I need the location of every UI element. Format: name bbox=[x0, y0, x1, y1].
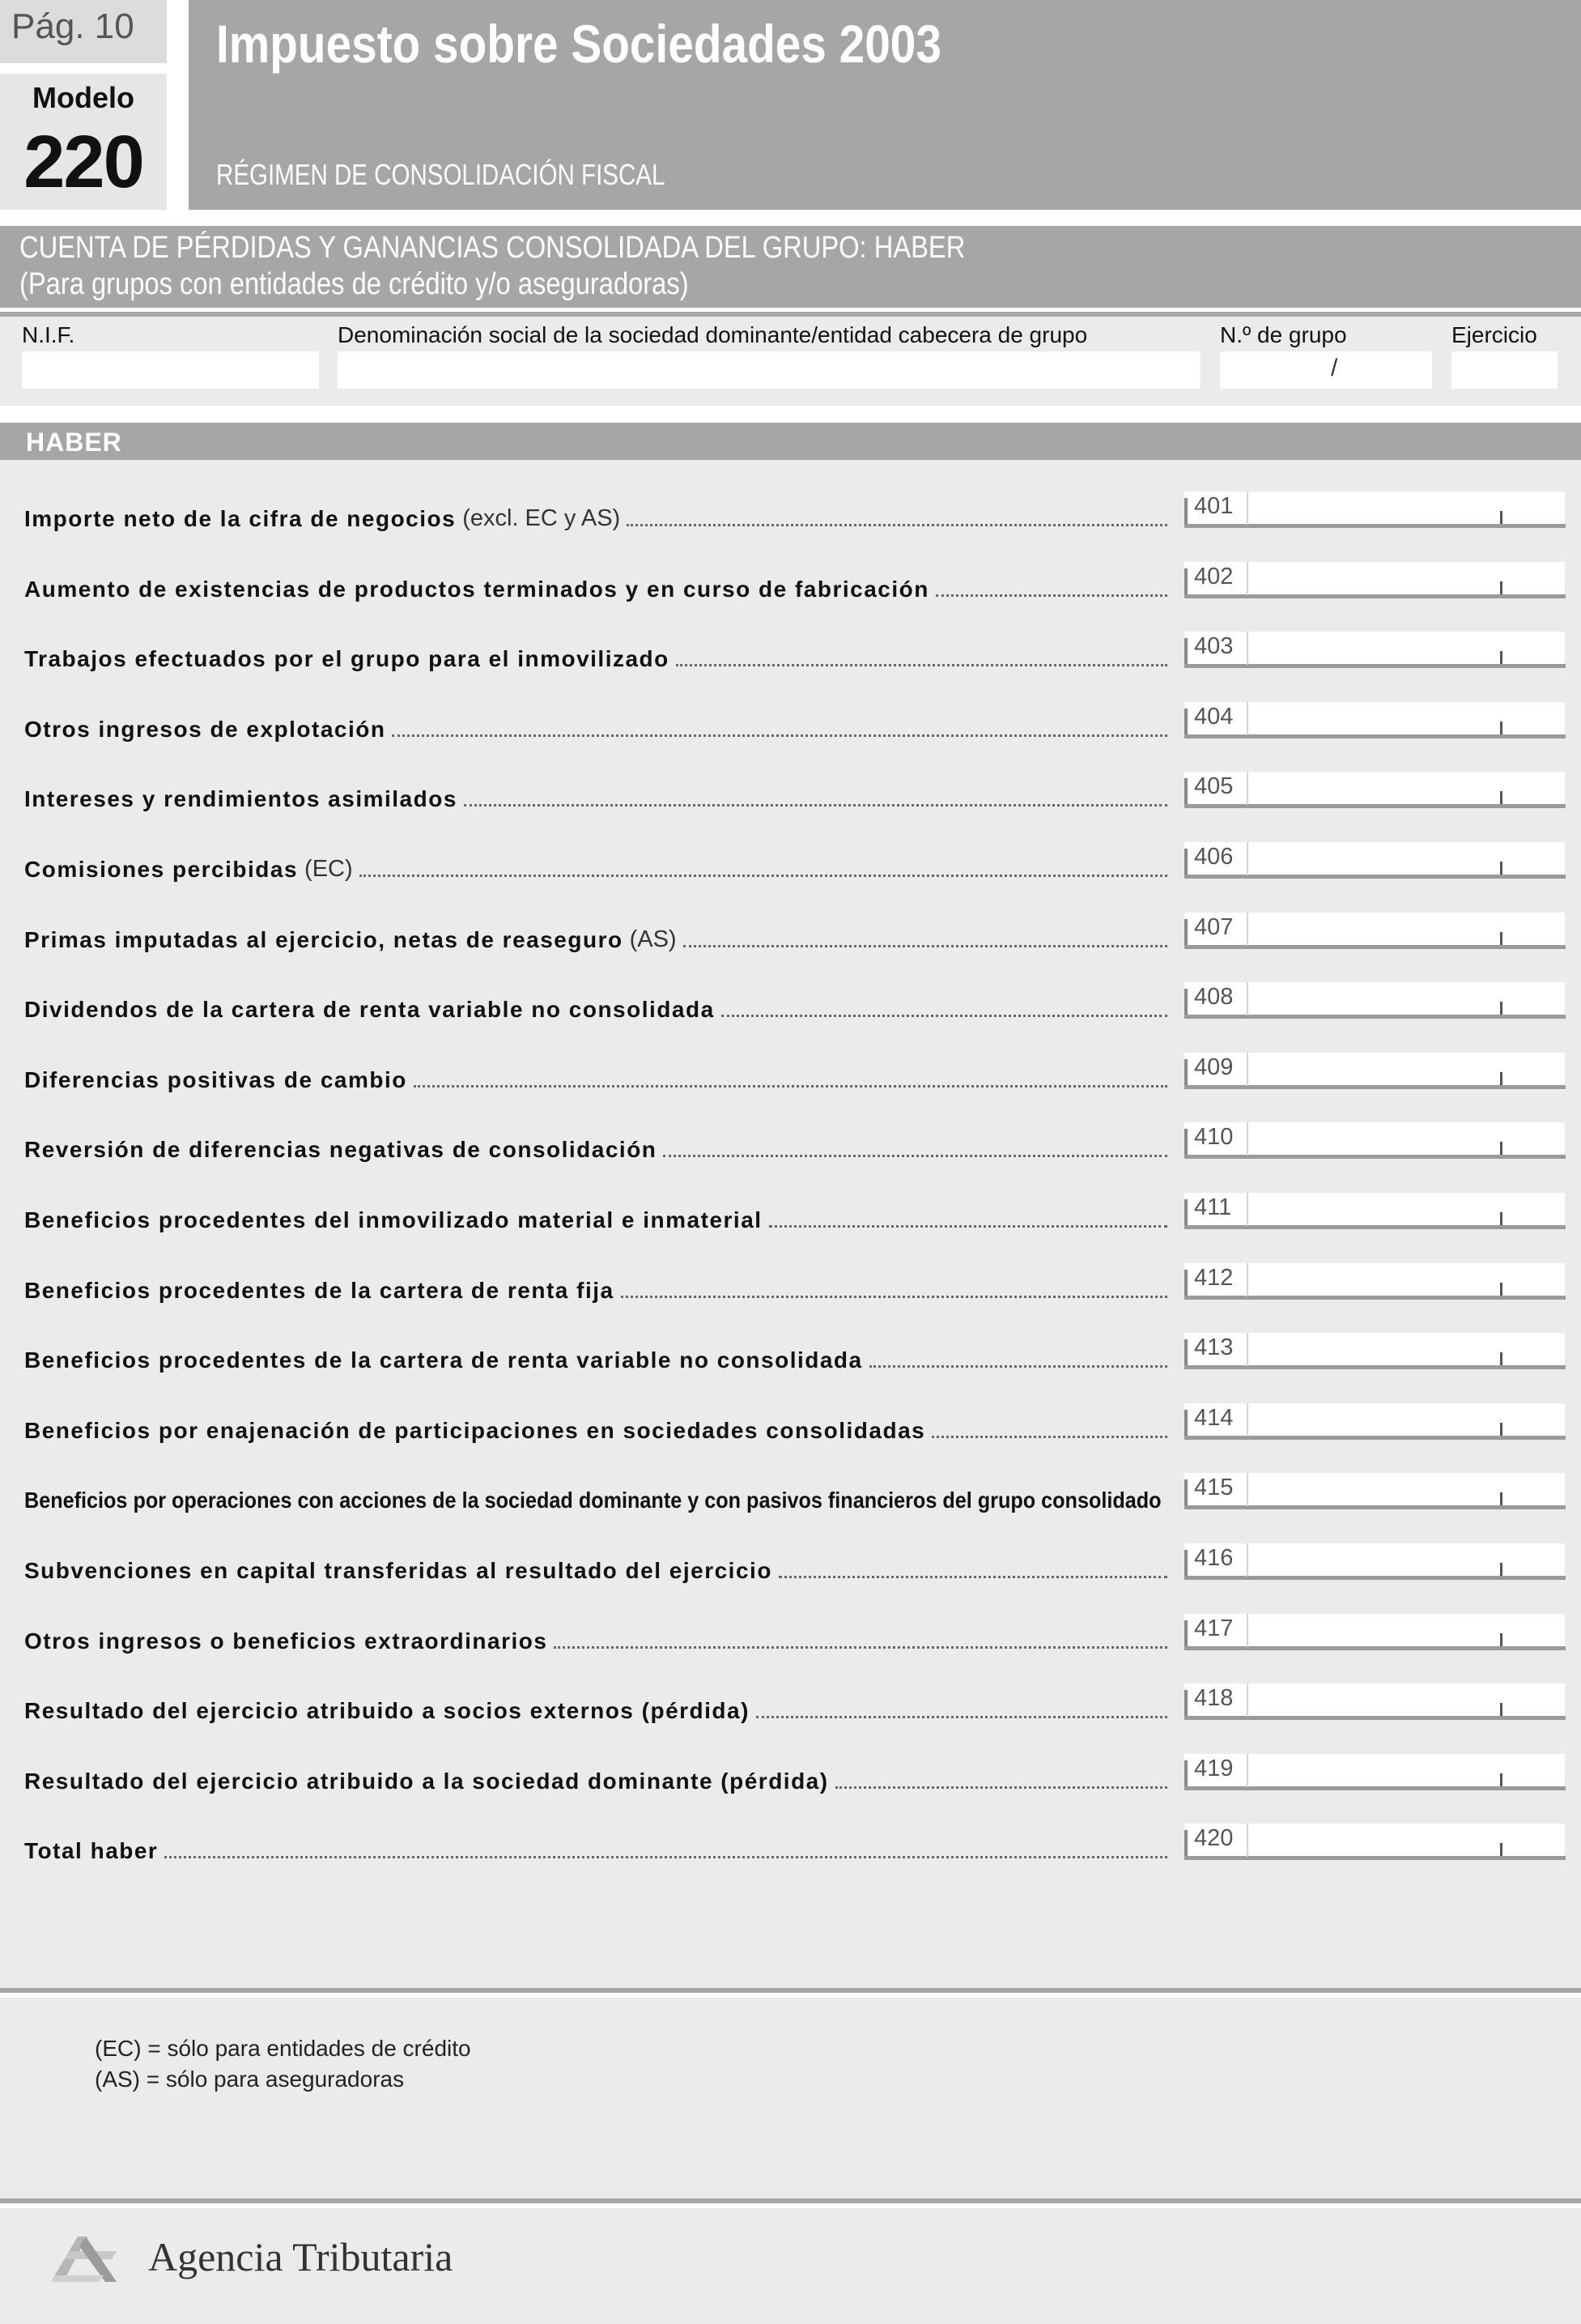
row-label-container bbox=[24, 492, 1167, 532]
row-label: Beneficios procedentes de la cartera de renta variable no consolidada bbox=[24, 1347, 863, 1373]
row-label-container bbox=[24, 1543, 1167, 1584]
row-label-container bbox=[24, 1333, 1167, 1373]
haber-row-412 bbox=[0, 1263, 1581, 1333]
field-left-border bbox=[1184, 1410, 1188, 1437]
amount-field[interactable] bbox=[1184, 982, 1565, 1017]
field-left-border bbox=[1184, 919, 1188, 947]
agencia-tributaria-logo bbox=[47, 2227, 120, 2292]
field-bottom-border bbox=[1184, 594, 1566, 598]
grupo-label: N.º de grupo bbox=[1220, 322, 1347, 347]
dot-leader bbox=[769, 1225, 1167, 1228]
box-code: 420 bbox=[1194, 1825, 1234, 1851]
haber-band bbox=[0, 423, 1581, 460]
box-code: 408 bbox=[1194, 984, 1234, 1010]
decimal-tick bbox=[1500, 651, 1502, 664]
amount-field[interactable] bbox=[1184, 1473, 1565, 1508]
haber-row-401 bbox=[0, 492, 1581, 561]
grupo-field[interactable] bbox=[1220, 351, 1432, 389]
row-label-container bbox=[24, 632, 1167, 672]
row-note: (excl. EC y AS) bbox=[462, 505, 621, 531]
field-left-border bbox=[1184, 1620, 1188, 1648]
dot-leader bbox=[359, 875, 1167, 877]
dot-leader bbox=[554, 1646, 1167, 1649]
field-left-border bbox=[1184, 1129, 1188, 1156]
amount-field[interactable] bbox=[1184, 1193, 1565, 1228]
box-code: 405 bbox=[1194, 773, 1234, 799]
dot-leader bbox=[936, 594, 1167, 597]
haber-row-411 bbox=[0, 1193, 1581, 1262]
field-separator bbox=[1247, 1122, 1248, 1156]
field-left-border bbox=[1184, 989, 1188, 1016]
form-subtitle: RÉGIMEN DE CONSOLIDACIÓN FISCAL bbox=[216, 158, 665, 191]
box-code: 411 bbox=[1194, 1194, 1232, 1220]
row-note: (AS) bbox=[629, 926, 677, 952]
field-bottom-border bbox=[1184, 1155, 1566, 1159]
amount-field[interactable] bbox=[1184, 1754, 1565, 1789]
haber-row-410 bbox=[0, 1122, 1581, 1192]
box-code: 403 bbox=[1194, 633, 1234, 659]
field-separator bbox=[1247, 492, 1248, 525]
haber-row-414 bbox=[0, 1403, 1581, 1473]
field-bottom-border bbox=[1184, 1856, 1566, 1860]
field-bottom-border bbox=[1184, 734, 1566, 738]
decimal-tick bbox=[1500, 581, 1502, 594]
box-code: 415 bbox=[1194, 1475, 1234, 1500]
field-bottom-border bbox=[1184, 1225, 1566, 1229]
row-label: Intereses y rendimientos asimilados bbox=[24, 786, 457, 811]
box-code: 409 bbox=[1194, 1054, 1234, 1080]
decimal-tick bbox=[1500, 932, 1502, 945]
row-label-container bbox=[24, 1053, 1167, 1093]
row-label-container bbox=[24, 913, 1167, 953]
row-label-container bbox=[24, 1754, 1167, 1794]
modelo-number: 220 bbox=[23, 121, 143, 203]
section-subtitle: (Para grupos con entidades de crédito y/o aseguradoras) bbox=[19, 267, 689, 301]
dot-leader bbox=[392, 734, 1167, 737]
decimal-tick bbox=[1500, 1843, 1502, 1856]
dot-leader bbox=[464, 804, 1167, 807]
haber-row-408 bbox=[0, 982, 1581, 1052]
dot-leader bbox=[721, 1015, 1167, 1017]
row-label: Resultado del ejercicio atribuido a la sociedad dominante (pérdida) bbox=[24, 1769, 829, 1794]
field-left-border bbox=[1184, 1199, 1188, 1227]
field-separator bbox=[1247, 772, 1248, 805]
haber-row-407 bbox=[0, 913, 1581, 982]
amount-field[interactable] bbox=[1184, 1614, 1565, 1649]
row-label-container bbox=[24, 772, 1167, 812]
ejercicio-field[interactable] bbox=[1451, 351, 1558, 389]
decimal-tick bbox=[1500, 1633, 1502, 1646]
decimal-tick bbox=[1500, 1492, 1502, 1505]
amount-field[interactable] bbox=[1184, 1053, 1565, 1088]
field-bottom-border bbox=[1184, 1786, 1566, 1790]
field-separator bbox=[1247, 562, 1248, 595]
page-number: Pág. 10 bbox=[11, 6, 134, 46]
field-left-border bbox=[1184, 849, 1188, 876]
dot-leader bbox=[869, 1365, 1167, 1368]
nif-label: N.I.F. bbox=[22, 322, 75, 347]
haber-row-418 bbox=[0, 1683, 1581, 1753]
decimal-tick bbox=[1500, 1703, 1502, 1716]
field-bottom-border bbox=[1184, 664, 1566, 668]
amount-field[interactable] bbox=[1184, 1403, 1565, 1438]
row-label-container bbox=[24, 982, 1167, 1023]
row-label: Primas imputadas al ejercicio, netas de reaseguro bbox=[24, 927, 623, 952]
field-separator bbox=[1247, 1053, 1248, 1086]
field-separator bbox=[1247, 1473, 1248, 1506]
box-code: 407 bbox=[1194, 914, 1234, 940]
field-bottom-border bbox=[1184, 524, 1566, 528]
haber-row-413 bbox=[0, 1333, 1581, 1402]
decimal-tick bbox=[1500, 1352, 1502, 1365]
amount-field[interactable] bbox=[1184, 1333, 1565, 1368]
amount-field[interactable] bbox=[1184, 562, 1565, 597]
field-left-border bbox=[1184, 1760, 1188, 1788]
field-left-border bbox=[1184, 1270, 1188, 1297]
haber-row-416 bbox=[0, 1543, 1581, 1613]
field-separator bbox=[1247, 702, 1248, 735]
dot-leader bbox=[414, 1085, 1167, 1088]
row-label: Diferencias positivas de cambio bbox=[24, 1067, 407, 1092]
row-label: Otros ingresos o beneficios extraordinarios bbox=[24, 1628, 548, 1654]
row-label-container bbox=[24, 1473, 1167, 1513]
row-label: Beneficios por enajenación de participaciones en sociedades consolidadas bbox=[24, 1418, 926, 1443]
row-label: Reversión de diferencias negativas de consolidación bbox=[24, 1137, 657, 1162]
row-label: Beneficios procedentes del inmovilizado material e inmaterial bbox=[24, 1207, 763, 1232]
haber-row-403 bbox=[0, 632, 1581, 701]
field-separator bbox=[1247, 982, 1248, 1015]
amount-field[interactable] bbox=[1184, 1263, 1565, 1298]
agency-name: Agencia Tributaria bbox=[148, 2234, 453, 2279]
decimal-tick bbox=[1500, 1002, 1502, 1015]
row-label-container bbox=[24, 1824, 1167, 1864]
amount-field[interactable] bbox=[1184, 913, 1565, 947]
amount-field[interactable] bbox=[1184, 702, 1565, 737]
haber-heading: HABER bbox=[26, 428, 122, 457]
row-label-container bbox=[24, 1122, 1167, 1163]
field-bottom-border bbox=[1184, 1716, 1566, 1720]
row-label: Comisiones percibidas bbox=[24, 857, 299, 882]
field-separator bbox=[1247, 1754, 1248, 1787]
dot-leader bbox=[835, 1786, 1167, 1789]
amount-field[interactable] bbox=[1184, 1683, 1565, 1718]
decimal-tick bbox=[1500, 1423, 1502, 1436]
row-label: Beneficios por operaciones con acciones de la sociedad dominante y con pasivos financieros del grupo consolidado bbox=[24, 1488, 1162, 1513]
amount-field[interactable] bbox=[1184, 492, 1565, 526]
notes-divider bbox=[0, 1988, 1581, 1993]
field-bottom-border bbox=[1184, 1436, 1566, 1440]
field-left-border bbox=[1184, 1479, 1188, 1507]
box-code: 412 bbox=[1194, 1265, 1234, 1291]
notes-area bbox=[0, 1998, 1581, 2198]
haber-row-406 bbox=[0, 842, 1581, 912]
denominacion-label: Denominación social de la sociedad dominante/entidad cabecera de grupo bbox=[338, 322, 1088, 347]
amount-field[interactable] bbox=[1184, 842, 1565, 877]
ejercicio-label: Ejercicio bbox=[1451, 322, 1537, 347]
box-code: 419 bbox=[1194, 1756, 1234, 1781]
dot-leader bbox=[627, 524, 1167, 526]
amount-field[interactable] bbox=[1184, 1824, 1565, 1858]
field-left-border bbox=[1184, 498, 1188, 526]
field-left-border bbox=[1184, 1059, 1188, 1087]
haber-row-419 bbox=[0, 1754, 1581, 1824]
field-separator bbox=[1247, 1614, 1248, 1647]
field-separator bbox=[1247, 1333, 1248, 1366]
haber-row-420 bbox=[0, 1824, 1581, 1893]
haber-row-404 bbox=[0, 702, 1581, 772]
row-label-container bbox=[24, 842, 1167, 883]
row-label: Dividendos de la cartera de renta variable no consolidada bbox=[24, 997, 715, 1022]
box-code: 416 bbox=[1194, 1545, 1234, 1571]
field-left-border bbox=[1184, 568, 1188, 596]
footer-divider bbox=[0, 2198, 1581, 2203]
box-code: 404 bbox=[1194, 704, 1234, 730]
field-bottom-border bbox=[1184, 1576, 1566, 1580]
haber-row-402 bbox=[0, 562, 1581, 632]
denominacion-field[interactable] bbox=[338, 351, 1201, 389]
field-separator bbox=[1247, 842, 1248, 875]
haber-row-417 bbox=[0, 1614, 1581, 1683]
note-ec: (EC) = sólo para entidades de crédito bbox=[95, 2036, 471, 2061]
row-label: Beneficios procedentes de la cartera de renta fija bbox=[24, 1278, 614, 1303]
row-label-container bbox=[24, 1193, 1167, 1233]
amount-field[interactable] bbox=[1184, 1543, 1565, 1578]
amount-field[interactable] bbox=[1184, 1122, 1565, 1157]
field-separator bbox=[1247, 1824, 1248, 1857]
row-label-container bbox=[24, 1614, 1167, 1654]
field-bottom-border bbox=[1184, 945, 1566, 949]
box-code: 406 bbox=[1194, 844, 1234, 870]
box-code: 402 bbox=[1194, 564, 1234, 590]
dot-leader bbox=[779, 1576, 1167, 1578]
field-bottom-border bbox=[1184, 1646, 1566, 1650]
field-left-border bbox=[1184, 638, 1188, 666]
decimal-tick bbox=[1500, 1142, 1502, 1155]
row-label-container bbox=[24, 1403, 1167, 1444]
field-separator bbox=[1247, 1543, 1248, 1577]
note-as: (AS) = sólo para aseguradoras bbox=[95, 2066, 405, 2092]
field-left-border bbox=[1184, 1830, 1188, 1858]
amount-field[interactable] bbox=[1184, 772, 1565, 807]
row-label: Trabajos efectuados por el grupo para el inmovilizado bbox=[24, 646, 669, 671]
field-left-border bbox=[1184, 1690, 1188, 1717]
row-label-container bbox=[24, 562, 1167, 602]
field-bottom-border bbox=[1184, 875, 1566, 879]
field-left-border bbox=[1184, 709, 1188, 736]
row-label: Resultado del ejercicio atribuido a socios externos (pérdida) bbox=[24, 1698, 750, 1723]
field-bottom-border bbox=[1184, 804, 1566, 808]
dot-leader bbox=[621, 1296, 1167, 1298]
field-left-border bbox=[1184, 1339, 1188, 1367]
box-code: 413 bbox=[1194, 1334, 1234, 1360]
row-label: Importe neto de la cifra de negocios bbox=[24, 506, 457, 531]
dot-leader bbox=[683, 945, 1167, 947]
grupo-separator: / bbox=[1331, 355, 1338, 381]
section-title: CUENTA DE PÉRDIDAS Y GANANCIAS CONSOLIDADA DEL GRUPO: HABER bbox=[19, 231, 966, 265]
field-separator bbox=[1247, 913, 1248, 946]
decimal-tick bbox=[1500, 721, 1502, 734]
box-code: 401 bbox=[1194, 493, 1234, 519]
row-label: Subvenciones en capital transferidas al resultado del ejercicio bbox=[24, 1558, 772, 1583]
dot-leader bbox=[164, 1856, 1167, 1858]
box-code: 414 bbox=[1194, 1405, 1234, 1431]
dot-leader bbox=[932, 1436, 1167, 1438]
decimal-tick bbox=[1500, 1563, 1502, 1576]
box-code: 417 bbox=[1194, 1615, 1234, 1641]
haber-row-415 bbox=[0, 1473, 1581, 1543]
field-left-border bbox=[1184, 1550, 1188, 1577]
row-label: Aumento de existencias de productos terminados y en curso de fabricación bbox=[24, 577, 929, 602]
nif-field[interactable] bbox=[22, 351, 319, 389]
box-code: 418 bbox=[1194, 1685, 1234, 1711]
amount-field[interactable] bbox=[1184, 632, 1565, 666]
decimal-tick bbox=[1500, 862, 1502, 875]
haber-row-409 bbox=[0, 1053, 1581, 1122]
field-separator bbox=[1247, 1683, 1248, 1717]
field-separator bbox=[1247, 632, 1248, 665]
row-label: Otros ingresos de explotación bbox=[24, 717, 386, 742]
field-separator bbox=[1247, 1193, 1248, 1226]
decimal-tick bbox=[1500, 791, 1502, 804]
decimal-tick bbox=[1500, 1072, 1502, 1085]
row-label-container bbox=[24, 1683, 1167, 1724]
field-bottom-border bbox=[1184, 1085, 1566, 1089]
dot-leader bbox=[676, 664, 1167, 666]
form-title: Impuesto sobre Sociedades 2003 bbox=[216, 14, 941, 74]
decimal-tick bbox=[1500, 1212, 1502, 1225]
decimal-tick bbox=[1500, 511, 1502, 524]
field-separator bbox=[1247, 1403, 1248, 1437]
box-code: 410 bbox=[1194, 1124, 1234, 1150]
field-bottom-border bbox=[1184, 1505, 1566, 1509]
haber-row-405 bbox=[0, 772, 1581, 841]
dot-leader bbox=[663, 1155, 1167, 1157]
field-separator bbox=[1247, 1263, 1248, 1296]
dot-leader bbox=[756, 1716, 1167, 1718]
decimal-tick bbox=[1500, 1773, 1502, 1786]
row-note: (EC) bbox=[304, 856, 353, 882]
field-bottom-border bbox=[1184, 1296, 1566, 1300]
field-bottom-border bbox=[1184, 1015, 1566, 1019]
field-bottom-border bbox=[1184, 1365, 1566, 1369]
row-label-container bbox=[24, 1263, 1167, 1304]
row-label: Total haber bbox=[24, 1838, 159, 1863]
decimal-tick bbox=[1500, 1283, 1502, 1296]
row-label-container bbox=[24, 702, 1167, 743]
field-left-border bbox=[1184, 778, 1188, 806]
modelo-label: Modelo bbox=[32, 81, 134, 114]
